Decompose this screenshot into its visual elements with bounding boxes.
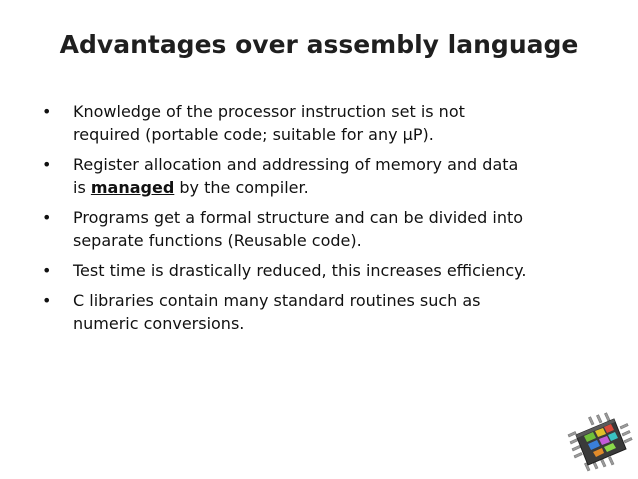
- bullet-text-segment: is: [73, 178, 91, 197]
- bullet-text-line: C libraries contain many standard routines such as: [73, 291, 481, 310]
- bullet-text-line: separate functions (Reusable code).: [73, 231, 362, 250]
- bullet-text-line: Test time is drastically reduced, this increases efficiency.: [73, 261, 527, 280]
- bullet-item: [42, 206, 582, 252]
- bullet-text-line: numeric conversions.: [73, 314, 245, 333]
- bullet-list: [42, 100, 582, 342]
- bullet-text-segment: by the compiler.: [174, 178, 309, 197]
- bullet-text-line: Knowledge of the processor instruction set is not: [73, 102, 465, 121]
- bullet-marker: •: [42, 102, 52, 121]
- bullet-item: [42, 289, 582, 335]
- bullet-text-line: [73, 176, 582, 199]
- bullet-item: [42, 153, 582, 199]
- bullet-text-line: Programs get a formal structure and can be divided into: [73, 208, 524, 227]
- bullet-item: [42, 100, 582, 146]
- microchip-icon: [566, 411, 634, 475]
- bullet-item: [42, 259, 582, 282]
- emphasized-word: managed: [90, 178, 175, 197]
- bullet-marker: •: [42, 208, 52, 227]
- bullet-marker: •: [42, 155, 52, 174]
- bullet-marker: •: [42, 261, 52, 280]
- bullet-marker: •: [42, 291, 52, 310]
- bullet-text-line: required (portable code; suitable for any μP).: [73, 125, 434, 144]
- bullet-text-line: Register allocation and addressing of memory and data: [73, 155, 519, 174]
- slide-title: Advantages over assembly language: [59, 30, 579, 59]
